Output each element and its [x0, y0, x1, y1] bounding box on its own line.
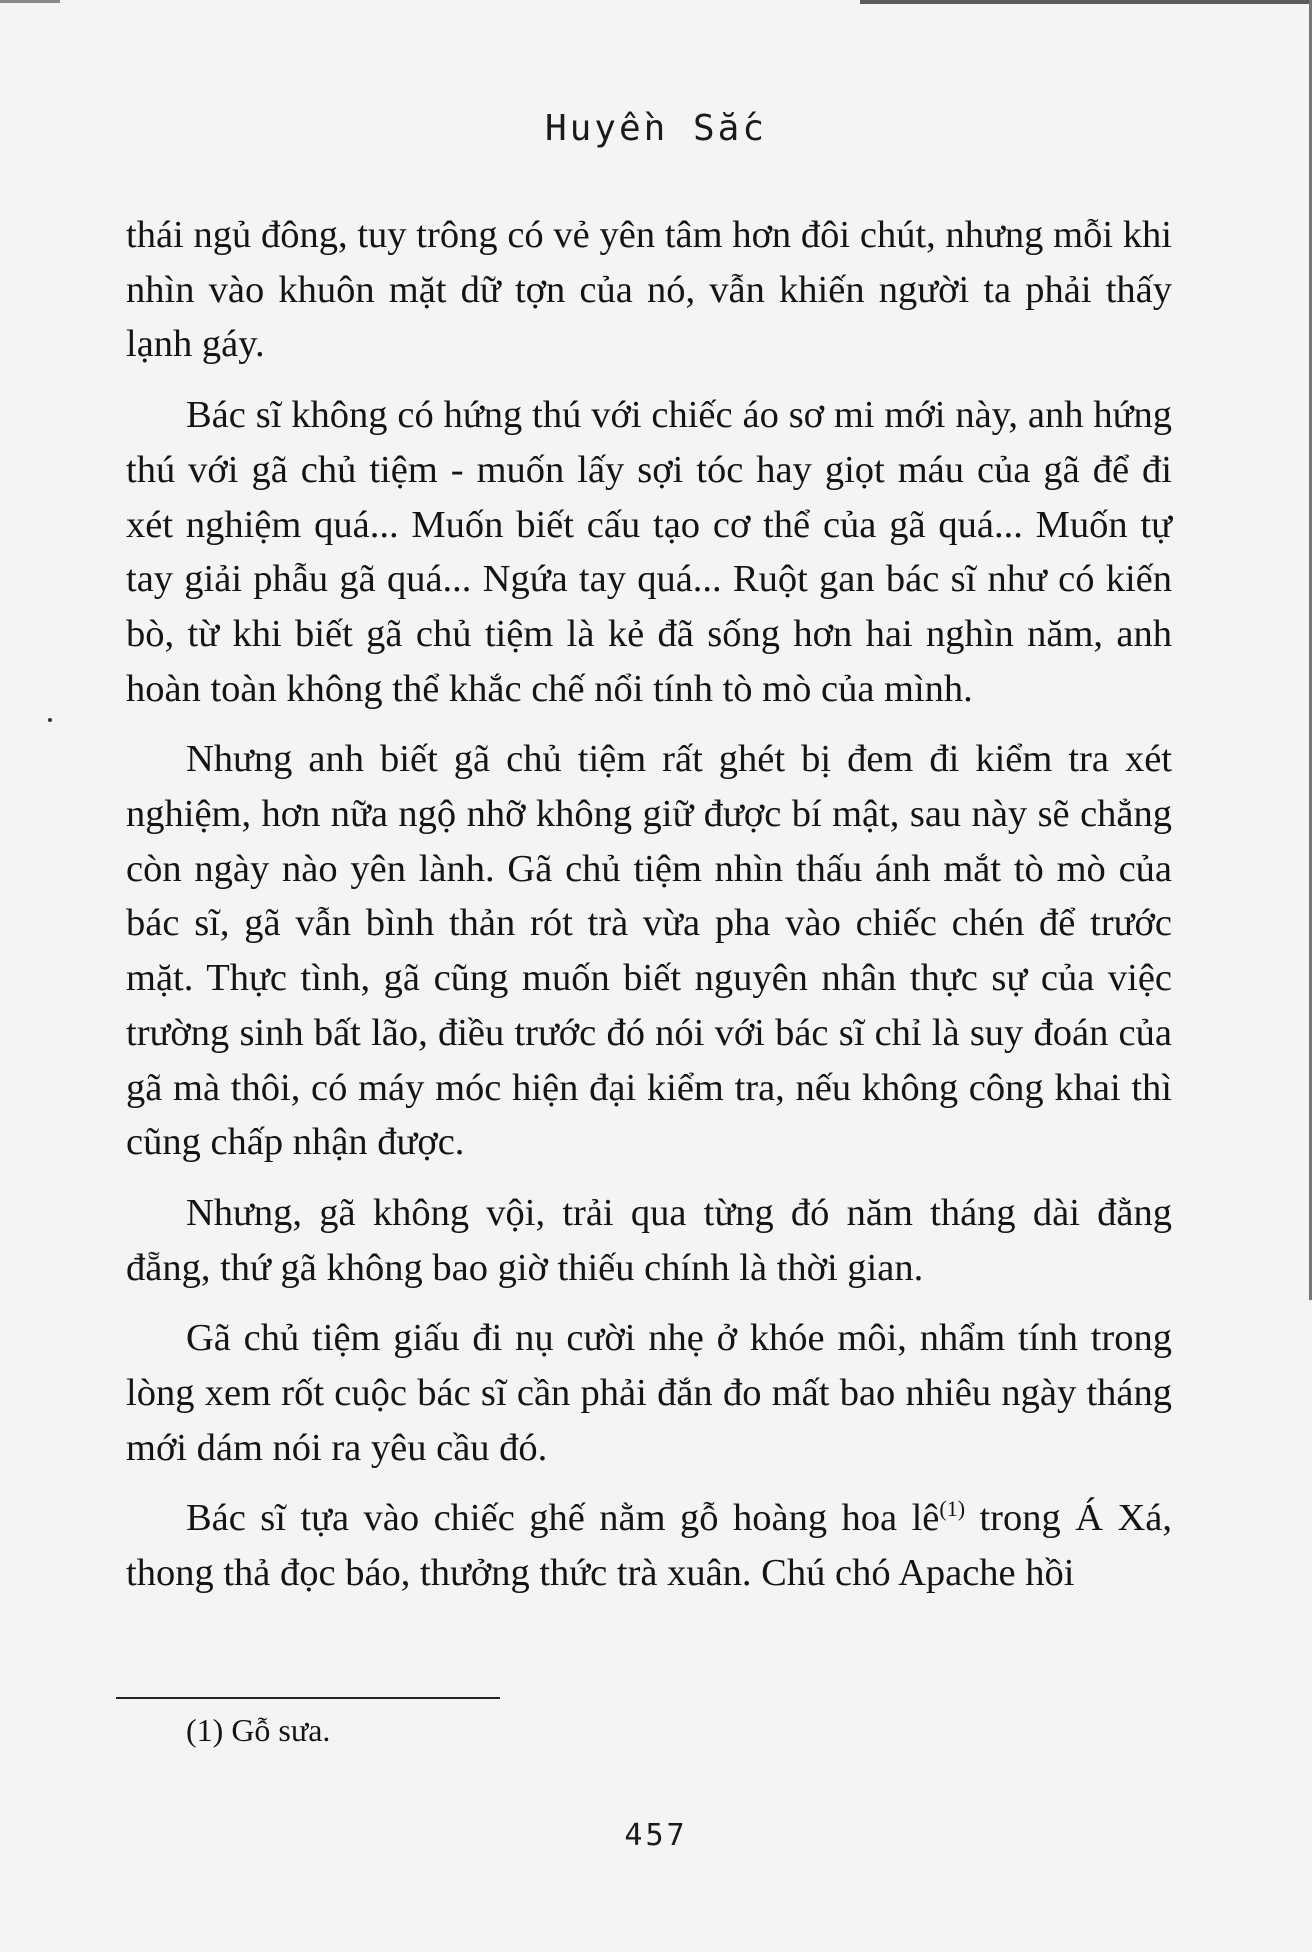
- paragraph-6-end: trong Á Xá, thong thả đọc báo, thưởng thức trà xuân. Chú chó Apache hồi: [126, 1497, 1172, 1595]
- paragraph-4: Nhưng, gã không vội, trải qua từng đó năm tháng dài đằng đẵng, thứ gã không bao giờ thiếu chính là thời gian.: [126, 1191, 1172, 1289]
- paragraph-3: Nhưng anh biết gã chủ tiệm rất ghét bị đem đi kiểm tra xét nghiệm, hơn nữa ngộ nhỡ không giữ được bí mật, sau này sẽ chẳng còn ngày nào yên lành. Gã chủ tiệm nhìn thấu ánh mắt tò mò của bác sĩ, gã vẫn bình thản rót trà vừa pha vào chiếc chén để trước mặt. Thực tình, gã cũng muốn biết nguyên nhân thực sự của việc trường sinh bất lão, điều trước đó nói với bác sĩ chỉ là suy đoán của gã mà thôi, có máy móc hiện đại kiểm tra, nếu không công khai thì cũng chấp nhận được.: [126, 738, 1172, 1164]
- paragraph-1: thái ngủ đông, tuy trông có vẻ yên tâm hơn đôi chút, nhưng mỗi khi nhìn vào khuôn mặt dữ tợn của nó, vẫn khiến người ta phải thấy lạnh gáy.: [126, 214, 1172, 366]
- body-text: [126, 208, 1172, 1617]
- scan-edge-top: [860, 0, 1312, 4]
- paragraph-6: [126, 1491, 1172, 1600]
- paragraph-6-start: Bác sĩ tựa vào chiếc ghế nằm gỗ hoàng hoa lê: [186, 1497, 940, 1540]
- paragraph-2: Bác sĩ không có hứng thú với chiếc áo sơ mi mới này, anh hứng thú với gã chủ tiệm - muốn lấy sợi tóc hay giọt máu của gã để đi xét nghiệm quá... Muốn biết cấu tạo cơ thể của gã quá... Muốn tự tay giải phẫu gã quá... Ngứa tay quá... Ruột gan bác sĩ như có kiến bò, từ khi biết gã chủ tiệm là kẻ đã sống hơn hai nghìn năm, anh hoàn toàn không thể khắc chế nổi tính tò mò của mình.: [126, 394, 1172, 710]
- running-header: Huyền Sắc: [544, 108, 768, 149]
- footnote: (1) Gỗ sưa.: [186, 1712, 331, 1748]
- scan-speck: [48, 718, 52, 722]
- scan-edge-top-left: [0, 0, 60, 3]
- paragraph-5: Gã chủ tiệm giấu đi nụ cười nhẹ ở khóe môi, nhẩm tính trong lòng xem rốt cuộc bác sĩ cần phải đắn đo mất bao nhiêu ngày tháng mới dám nói ra yêu cầu đó.: [126, 1317, 1172, 1469]
- footnote-divider: [116, 1697, 500, 1699]
- page-number: 457: [624, 1818, 688, 1853]
- footnote-reference[interactable]: (1): [939, 1496, 966, 1522]
